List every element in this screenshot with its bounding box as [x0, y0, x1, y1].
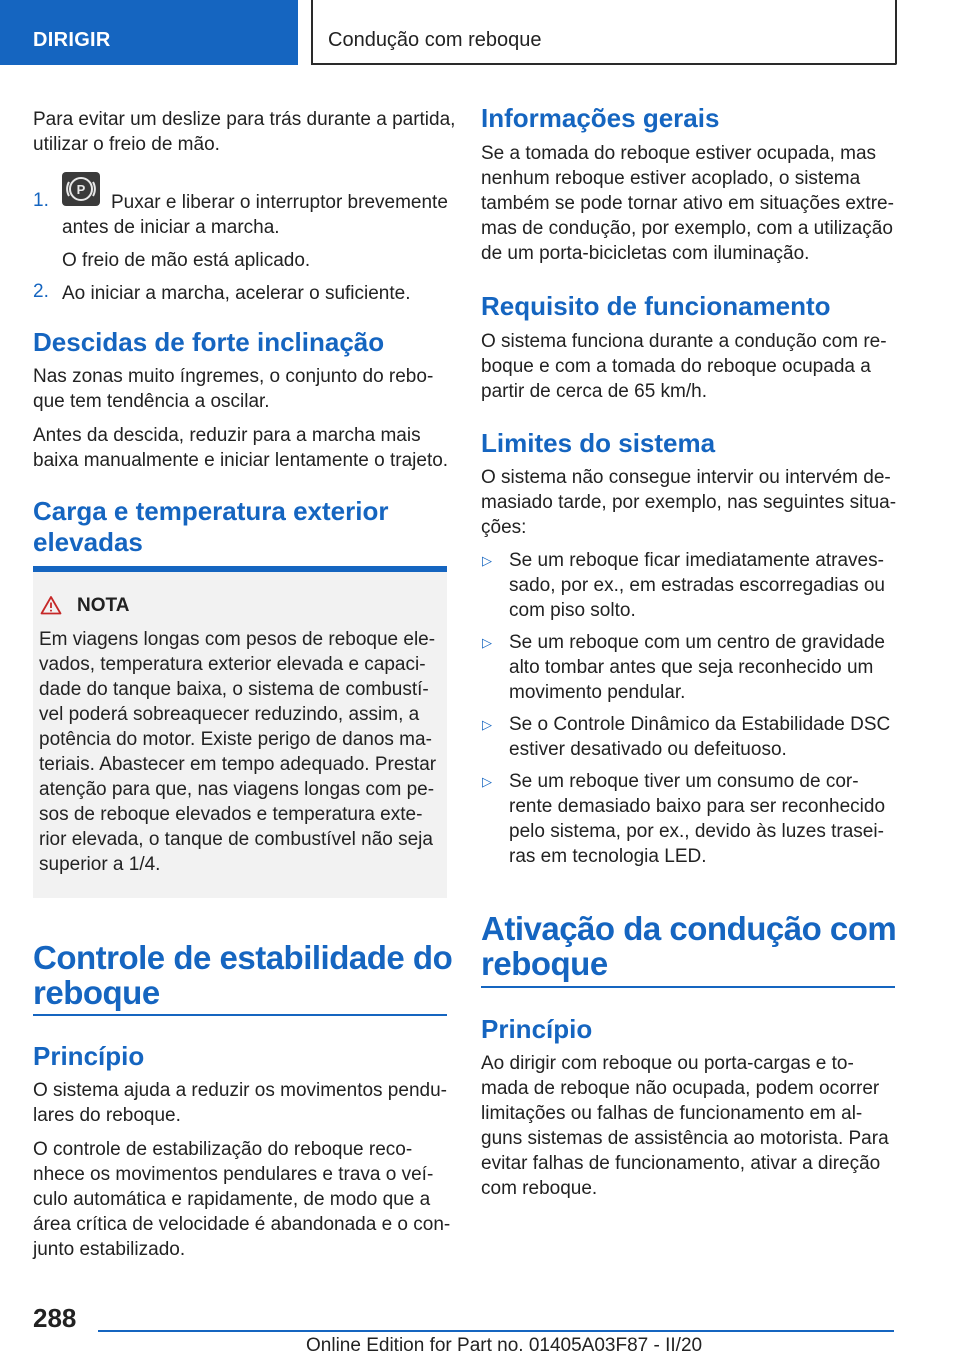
- bullet-line: movimento pendular.: [509, 682, 686, 703]
- note-line: rior elevada, o tanque de combustível não seja: [39, 829, 433, 850]
- bullet-line: Se o Controle Dinâmico da Estabilidade DSC: [509, 714, 891, 735]
- bullet-line: ras em tecnologia LED.: [509, 846, 707, 867]
- princ2-line: Ao dirigir com reboque ou porta-cargas e to-: [481, 1053, 854, 1074]
- note-line: teriais. Abastecer em tempo adequado. Prestar: [39, 754, 437, 775]
- lim-line: ções:: [481, 517, 527, 538]
- info-line: nenhum reboque estiver acoplado, o sistema: [481, 168, 861, 189]
- triangle-bullet-icon: ▷: [482, 553, 492, 568]
- principio-p1-line: O sistema ajuda a reduzir os movimentos pendu-: [33, 1080, 447, 1101]
- footer-edition: Online Edition for Part no. 01405A03F87 - II/20: [306, 1335, 703, 1356]
- heading-controle-2: reboque: [33, 974, 160, 1011]
- heading-ativacao-1: Ativação da condução com: [481, 910, 897, 947]
- bullet-line: estiver desativado ou defeituoso.: [509, 739, 787, 760]
- heading-carga-1: Carga e temperatura exterior: [33, 496, 389, 526]
- descidas-p2-line-1: Antes da descida, reduzir para a marcha mais: [33, 425, 421, 446]
- heading-ativacao-2: reboque: [481, 945, 608, 982]
- section-tab: [0, 0, 298, 65]
- bullet-line: pelo sistema, por ex., devido às luzes trasei-: [509, 821, 884, 842]
- note-line: vados, temperatura exterior elevada e capaci-: [39, 654, 426, 675]
- triangle-bullet-icon: ▷: [482, 774, 492, 789]
- heading-limites: Limites do sistema: [481, 428, 716, 458]
- bullet-line: Se um reboque ficar imediatamente atraves-: [509, 550, 884, 571]
- princ2-line: evitar falhas de funcionamento, ativar a direção: [481, 1153, 881, 1174]
- principio-p2-line: área crítica de velocidade é abandonada e o con-: [33, 1214, 451, 1235]
- note-line: potência do motor. Existe perigo de danos ma-: [39, 729, 432, 750]
- intro-line-2: utilizar o freio de mão.: [33, 134, 220, 155]
- princ2-line: limitações ou falhas de funcionamento em al-: [481, 1103, 863, 1124]
- lim-line: masiado tarde, por exemplo, nas seguintes situa-: [481, 492, 897, 513]
- page-number: 288: [33, 1303, 77, 1333]
- bullet-line: sado, por ex., em estradas escorregadias ou: [509, 575, 885, 596]
- svg-text:P: P: [76, 182, 86, 197]
- principio-p2-line: junto estabilizado.: [33, 1239, 186, 1260]
- req-line: O sistema funciona durante a condução com re-: [481, 331, 887, 352]
- triangle-bullet-icon: ▷: [482, 635, 492, 650]
- step-number: 2.: [33, 281, 49, 302]
- req-line: boque e com a tomada do reboque ocupada a: [481, 356, 871, 377]
- note-line: Em viagens longas com pesos de reboque ele-: [39, 629, 436, 650]
- note-top-bar: [33, 566, 447, 572]
- note-line: vel poderá sobreaquecer reduzindo, assim, a: [39, 704, 420, 725]
- step-2-line-1: Ao iniciar a marcha, acelerar o suficiente.: [62, 283, 411, 304]
- bullet-line: com piso solto.: [509, 600, 636, 621]
- bullet-line: rente demasiado baixo para ser reconhecido: [509, 796, 886, 817]
- principio-p2-line: O controle de estabilização do reboque reco-: [33, 1139, 413, 1160]
- bullet-line: alto tombar antes que seja reconhecido um: [509, 657, 874, 678]
- princ2-line: com reboque.: [481, 1178, 598, 1199]
- chapter-header: [311, 0, 897, 65]
- heading-info: Informações gerais: [481, 103, 720, 133]
- info-line: mas de condução, por exemplo, com a utilização: [481, 218, 893, 239]
- step-1-line-2: antes de iniciar a marcha.: [62, 217, 280, 238]
- heading-carga-2: elevadas: [33, 527, 143, 557]
- descidas-p2-line-2: baixa manualmente e iniciar lentamente o trajeto.: [33, 450, 449, 471]
- parking-brake-icon: [62, 172, 100, 206]
- principio-p2-line: culo automática e rapidamente, de modo que a: [33, 1189, 431, 1210]
- principio-p1-line: lares do reboque.: [33, 1105, 181, 1126]
- note-line: sos de reboque elevados e temperatura exte-: [39, 804, 423, 825]
- triangle-bullet-icon: ▷: [482, 717, 492, 732]
- footer-rule: [98, 1330, 894, 1332]
- info-line: de um porta-bicicletas com iluminação.: [481, 243, 810, 264]
- descidas-p1-line-2: que tem tendência a oscilar.: [33, 391, 270, 412]
- req-line: partir de cerca de 65 km/h.: [481, 381, 707, 402]
- section-rule: [33, 1014, 447, 1016]
- princ2-line: guns sistemas de assistência ao motorista. Para: [481, 1128, 889, 1149]
- intro-line-1: Para evitar um deslize para trás durante a partida,: [33, 109, 456, 130]
- principio-p2-line: nhece os movimentos pendulares e trava o veí-: [33, 1164, 434, 1185]
- descidas-p1-line-1: Nas zonas muito íngremes, o conjunto do rebo-: [33, 366, 434, 387]
- warning-triangle-icon: [40, 595, 62, 620]
- heading-principio: Princípio: [33, 1041, 145, 1071]
- princ2-line: mada de reboque não ocupada, podem ocorrer: [481, 1078, 880, 1099]
- step-1-line-1: Puxar e liberar o interruptor brevemente: [111, 192, 448, 213]
- bullet-line: Se um reboque com um centro de gravidade: [509, 632, 885, 653]
- note-line: superior a 1/4.: [39, 854, 161, 875]
- note-line: dade do tanque baixa, o sistema de combustí-: [39, 679, 429, 700]
- heading-controle-1: Controle de estabilidade do: [33, 939, 453, 976]
- note-box: [33, 566, 447, 898]
- heading-requisito: Requisito de funcionamento: [481, 291, 831, 321]
- heading-principio-2: Princípio: [481, 1014, 593, 1044]
- bullet-line: Se um reboque tiver um consumo de cor-: [509, 771, 859, 792]
- step-number: 1.: [33, 190, 49, 211]
- section-rule: [481, 986, 895, 988]
- lim-line: O sistema não consegue intervir ou intervém de-: [481, 467, 891, 488]
- note-line: atenção para que, nas viagens longas com pe-: [39, 779, 435, 800]
- info-line: Se a tomada do reboque estiver ocupada, mas: [481, 143, 877, 164]
- note-title: NOTA: [77, 595, 130, 616]
- section-label: DIRIGIR: [33, 29, 111, 51]
- heading-descidas: Descidas de forte inclinação: [33, 327, 385, 357]
- chapter-title: Condução com reboque: [328, 29, 542, 51]
- info-line: também se pode tornar ativo em situações extre-: [481, 193, 894, 214]
- step-1-result: O freio de mão está aplicado.: [62, 250, 311, 271]
